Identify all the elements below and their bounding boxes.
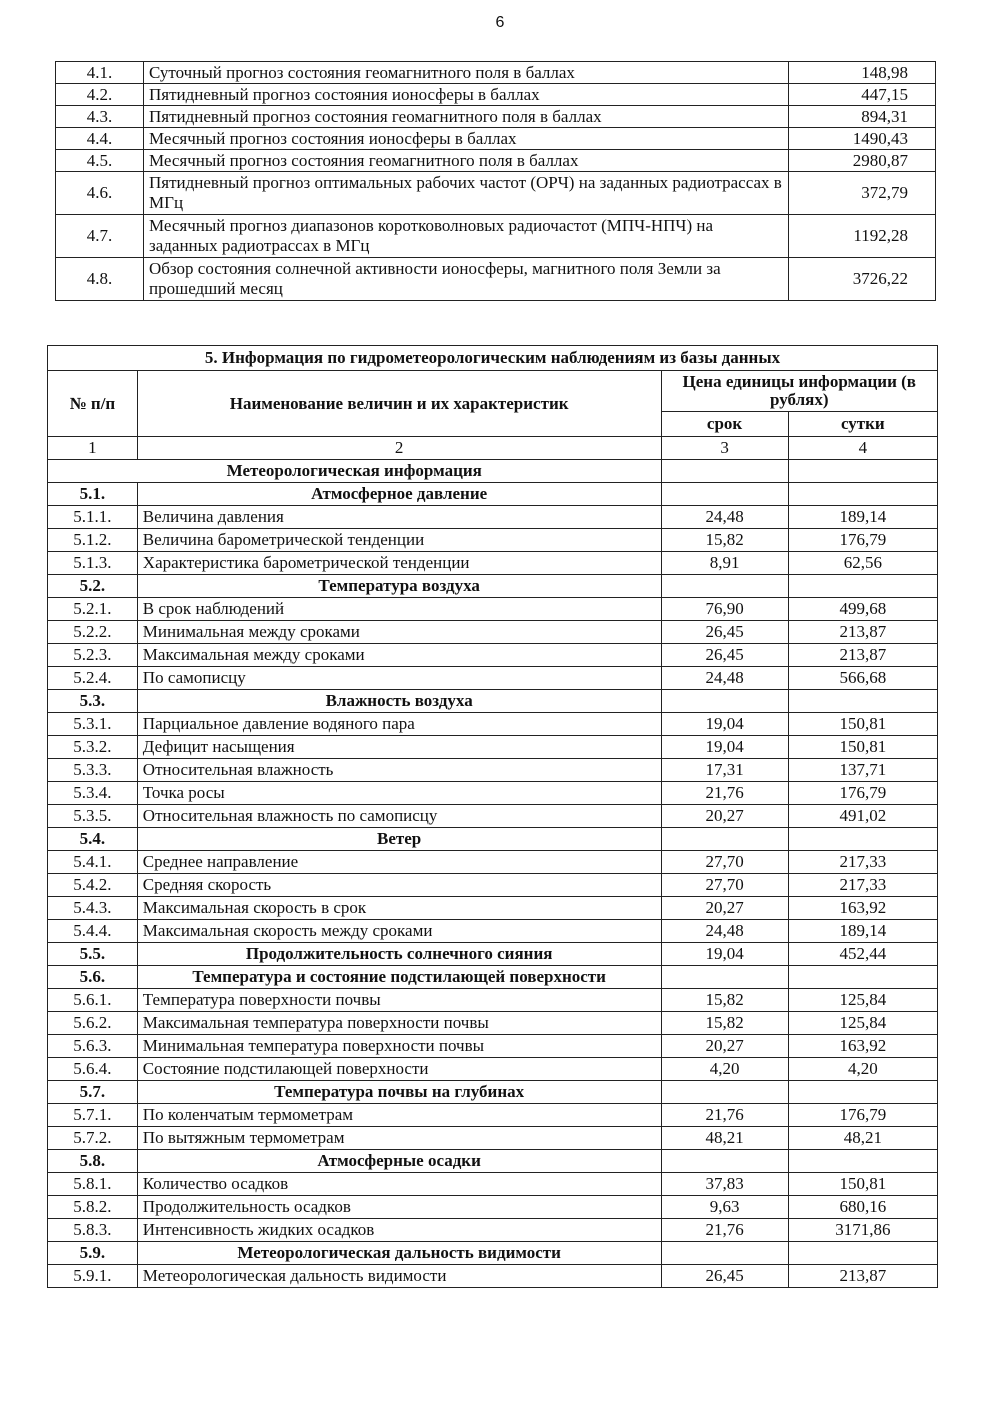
table-row	[48, 897, 938, 920]
row-name: По вытяжным термометрам	[137, 1127, 661, 1150]
row-sutki	[788, 483, 937, 506]
row-srok: 21,76	[661, 1104, 788, 1127]
row-number: 5.7.	[48, 1081, 138, 1104]
row-name: Температура поверхности почвы	[137, 989, 661, 1012]
row-description: Месячный прогноз состояния геомагнитного поля в баллах	[144, 150, 789, 172]
empty-cell	[788, 460, 937, 483]
table-row	[56, 128, 936, 150]
row-number: 5.6.1.	[48, 989, 138, 1012]
row-name: Минимальная температура поверхности почвы	[137, 1035, 661, 1058]
row-number: 5.4.	[48, 828, 138, 851]
row-number: 4.6.	[56, 172, 144, 215]
row-name: Количество осадков	[137, 1173, 661, 1196]
row-name: Величина барометрической тенденции	[137, 529, 661, 552]
row-sutki: 217,33	[788, 851, 937, 874]
row-srok: 4,20	[661, 1058, 788, 1081]
table-title: 5. Информация по гидрометеорологическим наблюдениям из базы данных	[48, 346, 938, 371]
row-srok: 15,82	[661, 1012, 788, 1035]
row-name: Интенсивность жидких осадков	[137, 1219, 661, 1242]
row-sutki: 3171,86	[788, 1219, 937, 1242]
row-srok: 21,76	[661, 1219, 788, 1242]
empty-cell	[661, 460, 788, 483]
row-value: 372,79	[789, 172, 936, 215]
row-srok: 9,63	[661, 1196, 788, 1219]
row-srok: 48,21	[661, 1127, 788, 1150]
row-number: 5.6.	[48, 966, 138, 989]
row-number: 4.2.	[56, 84, 144, 106]
row-value: 1490,43	[789, 128, 936, 150]
index-cell: 4	[788, 437, 937, 460]
row-number: 5.3.4.	[48, 782, 138, 805]
row-number: 5.2.	[48, 575, 138, 598]
row-number: 4.5.	[56, 150, 144, 172]
row-srok: 19,04	[661, 736, 788, 759]
row-sutki	[788, 1150, 937, 1173]
row-sutki: 217,33	[788, 874, 937, 897]
row-sutki: 125,84	[788, 1012, 937, 1035]
row-sutki: 189,14	[788, 920, 937, 943]
row-sutki: 499,68	[788, 598, 937, 621]
table-row	[48, 1104, 938, 1127]
table-row	[48, 621, 938, 644]
row-number: 5.5.	[48, 943, 138, 966]
table-row	[48, 598, 938, 621]
row-srok: 20,27	[661, 897, 788, 920]
index-cell: 1	[48, 437, 138, 460]
row-number: 5.4.2.	[48, 874, 138, 897]
row-srok	[661, 1081, 788, 1104]
row-value: 148,98	[789, 62, 936, 84]
row-srok: 26,45	[661, 1265, 788, 1288]
row-sutki: 150,81	[788, 736, 937, 759]
row-name: Парциальное давление водяного пара	[137, 713, 661, 736]
row-srok: 8,91	[661, 552, 788, 575]
row-number: 5.8.1.	[48, 1173, 138, 1196]
table-row	[48, 1058, 938, 1081]
table-row	[56, 84, 936, 106]
table-row	[48, 667, 938, 690]
row-sutki: 680,16	[788, 1196, 937, 1219]
row-sutki	[788, 828, 937, 851]
table-row	[48, 805, 938, 828]
row-srok: 76,90	[661, 598, 788, 621]
group-name: Влажность воздуха	[137, 690, 661, 713]
table-row	[48, 920, 938, 943]
row-sutki: 213,87	[788, 621, 937, 644]
group-name: Ветер	[137, 828, 661, 851]
table-row	[48, 713, 938, 736]
group-name: Температура почвы на глубинах	[137, 1081, 661, 1104]
group-name: Метеорологическая дальность видимости	[137, 1242, 661, 1265]
row-name: Минимальная между сроками	[137, 621, 661, 644]
index-cell: 3	[661, 437, 788, 460]
row-srok: 20,27	[661, 805, 788, 828]
row-name: Средняя скорость	[137, 874, 661, 897]
header-name: Наименование величин и их характеристик	[137, 371, 661, 437]
row-name: Характеристика барометрической тенденции	[137, 552, 661, 575]
row-srok: 37,83	[661, 1173, 788, 1196]
row-number: 5.3.3.	[48, 759, 138, 782]
row-srok	[661, 483, 788, 506]
row-number: 5.7.2.	[48, 1127, 138, 1150]
row-srok: 24,48	[661, 920, 788, 943]
row-description: Обзор состояния солнечной активности ионосферы, магнитного поля Земли за прошедший месяц	[144, 258, 789, 301]
row-number: 5.6.2.	[48, 1012, 138, 1035]
group-name: Температура и состояние подстилающей поверхности	[137, 966, 661, 989]
row-number: 5.4.1.	[48, 851, 138, 874]
row-number: 5.1.2.	[48, 529, 138, 552]
row-srok	[661, 966, 788, 989]
header-price: Цена единицы информации (в рублях)	[661, 371, 938, 412]
row-sutki: 62,56	[788, 552, 937, 575]
row-number: 5.8.2.	[48, 1196, 138, 1219]
row-number: 5.7.1.	[48, 1104, 138, 1127]
row-srok	[661, 1150, 788, 1173]
row-number: 5.2.3.	[48, 644, 138, 667]
row-sutki	[788, 575, 937, 598]
row-number: 5.2.4.	[48, 667, 138, 690]
table-row	[48, 1127, 938, 1150]
row-srok: 17,31	[661, 759, 788, 782]
page-number: 6	[495, 14, 505, 31]
table-row	[48, 644, 938, 667]
row-sutki: 163,92	[788, 1035, 937, 1058]
group-row	[48, 1242, 938, 1265]
row-sutki: 125,84	[788, 989, 937, 1012]
row-srok: 27,70	[661, 874, 788, 897]
row-description: Пятидневный прогноз оптимальных рабочих частот (ОРЧ) на заданных радиотрассах в МГц	[144, 172, 789, 215]
row-value: 447,15	[789, 84, 936, 106]
section-heading: Метеорологическая информация	[48, 460, 662, 483]
row-value: 1192,28	[789, 215, 936, 258]
forecast-price-table	[55, 61, 936, 301]
table-row	[48, 736, 938, 759]
row-number: 5.1.	[48, 483, 138, 506]
row-number: 5.4.3.	[48, 897, 138, 920]
row-sutki: 176,79	[788, 1104, 937, 1127]
table-row	[48, 1035, 938, 1058]
row-number: 4.1.	[56, 62, 144, 84]
row-name: Максимальная между сроками	[137, 644, 661, 667]
row-description: Пятидневный прогноз состояния ионосферы в баллах	[144, 84, 789, 106]
table-row	[48, 552, 938, 575]
row-srok	[661, 690, 788, 713]
hydromet-price-table	[47, 345, 938, 1288]
group-row	[48, 1081, 938, 1104]
row-name: Максимальная температура поверхности почвы	[137, 1012, 661, 1035]
row-number: 5.1.3.	[48, 552, 138, 575]
table-row	[56, 62, 936, 84]
row-srok: 27,70	[661, 851, 788, 874]
row-description: Суточный прогноз состояния геомагнитного поля в баллах	[144, 62, 789, 84]
row-sutki: 491,02	[788, 805, 937, 828]
row-name: Максимальная скорость между сроками	[137, 920, 661, 943]
row-srok	[661, 575, 788, 598]
row-sutki	[788, 1081, 937, 1104]
row-number: 4.4.	[56, 128, 144, 150]
row-number: 5.6.4.	[48, 1058, 138, 1081]
row-number: 5.2.1.	[48, 598, 138, 621]
row-number: 5.3.	[48, 690, 138, 713]
group-row	[48, 828, 938, 851]
row-srok: 24,48	[661, 506, 788, 529]
group-row	[48, 575, 938, 598]
row-name: Среднее направление	[137, 851, 661, 874]
table-row	[48, 989, 938, 1012]
row-number: 5.6.3.	[48, 1035, 138, 1058]
row-sutki: 176,79	[788, 782, 937, 805]
row-number: 4.3.	[56, 106, 144, 128]
row-sutki	[788, 1242, 937, 1265]
row-sutki: 150,81	[788, 1173, 937, 1196]
table-row	[48, 1265, 938, 1288]
row-sutki	[788, 690, 937, 713]
row-value: 2980,87	[789, 150, 936, 172]
table-row	[48, 759, 938, 782]
table-row	[56, 215, 936, 258]
group-row	[48, 690, 938, 713]
group-row	[48, 483, 938, 506]
row-sutki: 213,87	[788, 1265, 937, 1288]
group-name: Атмосферные осадки	[137, 1150, 661, 1173]
group-name: Температура воздуха	[137, 575, 661, 598]
row-name: В срок наблюдений	[137, 598, 661, 621]
row-name: Дефицит насыщения	[137, 736, 661, 759]
row-srok: 26,45	[661, 621, 788, 644]
row-sutki: 189,14	[788, 506, 937, 529]
group-row	[48, 1150, 938, 1173]
row-name: По коленчатым термометрам	[137, 1104, 661, 1127]
row-value: 3726,22	[789, 258, 936, 301]
row-sutki: 452,44	[788, 943, 937, 966]
table-row	[56, 172, 936, 215]
row-number: 5.3.1.	[48, 713, 138, 736]
row-srok	[661, 1242, 788, 1265]
row-name: Продолжительность осадков	[137, 1196, 661, 1219]
header-sutki: сутки	[788, 412, 937, 437]
group-row	[48, 966, 938, 989]
row-srok	[661, 828, 788, 851]
row-number: 5.4.4.	[48, 920, 138, 943]
row-name: Относительная влажность	[137, 759, 661, 782]
row-name: Точка росы	[137, 782, 661, 805]
row-srok: 19,04	[661, 943, 788, 966]
row-name: Относительная влажность по самописцу	[137, 805, 661, 828]
row-srok: 19,04	[661, 713, 788, 736]
table-row	[48, 1012, 938, 1035]
group-row	[48, 943, 938, 966]
row-srok: 15,82	[661, 989, 788, 1012]
table-row	[48, 1196, 938, 1219]
row-description: Месячный прогноз диапазонов коротковолновых радиочастот (МПЧ-НПЧ) на заданных радиотрассах в МГц	[144, 215, 789, 258]
row-number: 5.2.2.	[48, 621, 138, 644]
row-number: 4.7.	[56, 215, 144, 258]
table-row	[56, 258, 936, 301]
row-number: 5.3.5.	[48, 805, 138, 828]
table-row	[48, 851, 938, 874]
row-name: Метеорологическая дальность видимости	[137, 1265, 661, 1288]
row-sutki: 150,81	[788, 713, 937, 736]
table-row	[48, 874, 938, 897]
row-srok: 26,45	[661, 644, 788, 667]
header-srok: срок	[661, 412, 788, 437]
row-number: 5.3.2.	[48, 736, 138, 759]
group-name: Продолжительность солнечного сияния	[137, 943, 661, 966]
table-row	[56, 106, 936, 128]
row-sutki: 4,20	[788, 1058, 937, 1081]
table-row	[48, 1173, 938, 1196]
row-sutki: 176,79	[788, 529, 937, 552]
row-sutki: 163,92	[788, 897, 937, 920]
row-srok: 15,82	[661, 529, 788, 552]
row-number: 5.1.1.	[48, 506, 138, 529]
table-row	[48, 782, 938, 805]
row-name: По самописцу	[137, 667, 661, 690]
header-num: № п/п	[48, 371, 138, 437]
table-row	[48, 529, 938, 552]
row-name: Величина давления	[137, 506, 661, 529]
row-name: Состояние подстилающей поверхности	[137, 1058, 661, 1081]
row-sutki	[788, 966, 937, 989]
table-row	[48, 506, 938, 529]
table-row	[56, 150, 936, 172]
row-number: 5.9.	[48, 1242, 138, 1265]
row-srok: 20,27	[661, 1035, 788, 1058]
row-number: 5.8.	[48, 1150, 138, 1173]
row-description: Месячный прогноз состояния ионосферы в баллах	[144, 128, 789, 150]
row-sutki: 137,71	[788, 759, 937, 782]
row-number: 4.8.	[56, 258, 144, 301]
row-description: Пятидневный прогноз состояния геомагнитного поля в баллах	[144, 106, 789, 128]
index-cell: 2	[137, 437, 661, 460]
row-sutki: 566,68	[788, 667, 937, 690]
row-value: 894,31	[789, 106, 936, 128]
group-name: Атмосферное давление	[137, 483, 661, 506]
table-row	[48, 1219, 938, 1242]
row-name: Максимальная скорость в срок	[137, 897, 661, 920]
row-srok: 21,76	[661, 782, 788, 805]
row-number: 5.8.3.	[48, 1219, 138, 1242]
row-sutki: 213,87	[788, 644, 937, 667]
row-sutki: 48,21	[788, 1127, 937, 1150]
row-number: 5.9.1.	[48, 1265, 138, 1288]
row-srok: 24,48	[661, 667, 788, 690]
